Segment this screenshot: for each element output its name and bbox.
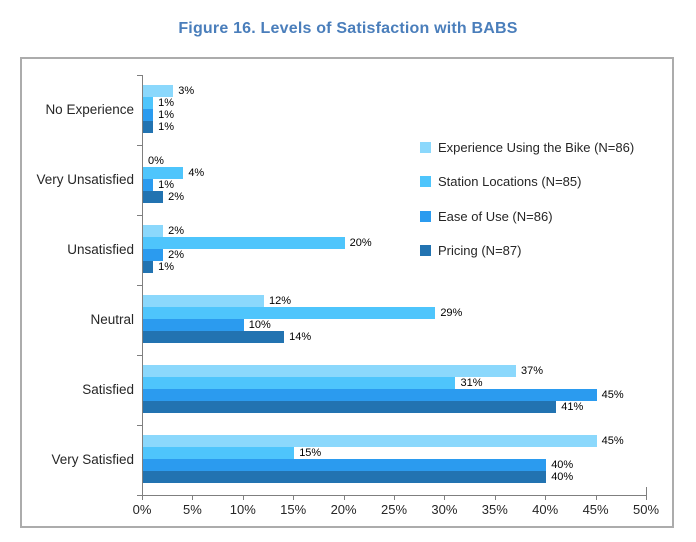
- x-axis-tick: [545, 495, 546, 500]
- x-axis-label: 20%: [330, 502, 357, 517]
- bar-value-label: 37%: [520, 364, 543, 377]
- x-axis-label: 25%: [380, 502, 408, 517]
- y-axis-line: [142, 75, 143, 495]
- x-axis-label: 10%: [229, 502, 256, 517]
- bar-value-label: 31%: [460, 376, 483, 389]
- x-axis-label: 5%: [182, 502, 202, 517]
- bar-value-label: 41%: [561, 400, 584, 413]
- bar-value-label: 40%: [551, 470, 574, 483]
- legend-label: Station Locations (N=85): [438, 174, 582, 190]
- x-axis-tick: [444, 495, 445, 500]
- category-label: Satisfied: [82, 382, 134, 397]
- bar-value-label: 1%: [158, 260, 174, 273]
- x-axis-tick: [495, 495, 496, 500]
- x-axis-tick: [243, 495, 244, 500]
- bar-value-label: 2%: [168, 248, 185, 261]
- bar-value-label: 2%: [168, 224, 185, 237]
- y-axis-tick: [137, 285, 142, 286]
- bar-value-label: 3%: [178, 84, 195, 97]
- bar: [143, 307, 435, 319]
- bar-value-label: 1%: [158, 178, 174, 191]
- bar-value-label: 15%: [299, 446, 322, 459]
- bar-value-label: 10%: [248, 318, 271, 331]
- x-axis-label: 15%: [280, 502, 307, 517]
- legend-swatch: [420, 211, 431, 222]
- x-axis-tick: [344, 495, 345, 500]
- bar: [143, 179, 153, 191]
- chart-area: [20, 57, 674, 528]
- category-label: Unsatisfied: [67, 242, 134, 257]
- category-label: Very Unsatisfied: [36, 172, 134, 187]
- plot-end-tick: [646, 487, 647, 495]
- bar: [143, 389, 597, 401]
- x-axis-tick: [293, 495, 294, 500]
- legend-item: [420, 244, 521, 258]
- bar: [143, 471, 546, 483]
- x-axis-tick: [646, 495, 647, 500]
- x-axis-tick: [394, 495, 395, 500]
- y-axis-tick: [137, 215, 142, 216]
- bar: [143, 295, 264, 307]
- x-axis-label: 45%: [582, 502, 609, 517]
- bar-value-label: 29%: [440, 306, 463, 319]
- bar: [143, 447, 294, 459]
- bar-value-label: 12%: [268, 294, 291, 307]
- legend-label: Experience Using the Bike (N=86): [438, 139, 635, 155]
- legend-swatch: [420, 245, 431, 256]
- bar: [143, 225, 163, 237]
- x-axis-tick: [192, 495, 193, 500]
- legend-swatch: [420, 176, 431, 187]
- category-label: Neutral: [90, 312, 134, 327]
- bar-value-label: 1%: [158, 120, 174, 133]
- bar: [143, 261, 153, 273]
- y-axis-tick: [137, 145, 142, 146]
- legend-label: Ease of Use (N=86): [438, 208, 553, 224]
- x-axis-label: 0%: [132, 502, 152, 517]
- bar: [143, 401, 556, 413]
- bar-value-label: 1%: [158, 108, 174, 121]
- bar-value-label: 40%: [551, 458, 574, 471]
- legend-swatch: [420, 142, 431, 153]
- bar: [143, 459, 546, 471]
- legend-label: Pricing (N=87): [438, 243, 522, 259]
- legend-item: [420, 175, 581, 189]
- bar: [143, 331, 284, 343]
- y-axis-tick: [137, 75, 142, 76]
- bar-value-label: 45%: [601, 434, 624, 447]
- y-axis-tick: [137, 355, 142, 356]
- x-axis-label: 35%: [481, 502, 508, 517]
- category-label: No Experience: [45, 102, 134, 117]
- bar: [143, 435, 597, 447]
- bar-value-label: 0%: [148, 154, 164, 167]
- bar-value-label: 4%: [188, 166, 205, 179]
- bar-value-label: 1%: [158, 96, 174, 109]
- legend-item: [420, 209, 553, 223]
- y-axis-tick: [137, 425, 142, 426]
- bar-value-label: 20%: [349, 236, 372, 249]
- legend-item: [420, 140, 634, 154]
- bar: [143, 191, 163, 203]
- x-axis-tick: [596, 495, 597, 500]
- x-axis-tick: [142, 495, 143, 500]
- category-label: Very Satisfied: [51, 452, 134, 467]
- bar: [143, 377, 455, 389]
- bar-value-label: 2%: [168, 190, 185, 203]
- x-axis-label: 40%: [532, 502, 559, 517]
- bar: [143, 97, 153, 109]
- bar: [143, 319, 244, 331]
- bar-value-label: 45%: [601, 388, 624, 401]
- bar: [143, 121, 153, 133]
- chart-title: Figure 16. Levels of Satisfaction with BABS: [178, 20, 518, 37]
- x-axis-label: 30%: [431, 502, 458, 517]
- x-axis-label: 50%: [632, 502, 660, 517]
- bar: [143, 109, 153, 121]
- bar-value-label: 14%: [289, 330, 312, 343]
